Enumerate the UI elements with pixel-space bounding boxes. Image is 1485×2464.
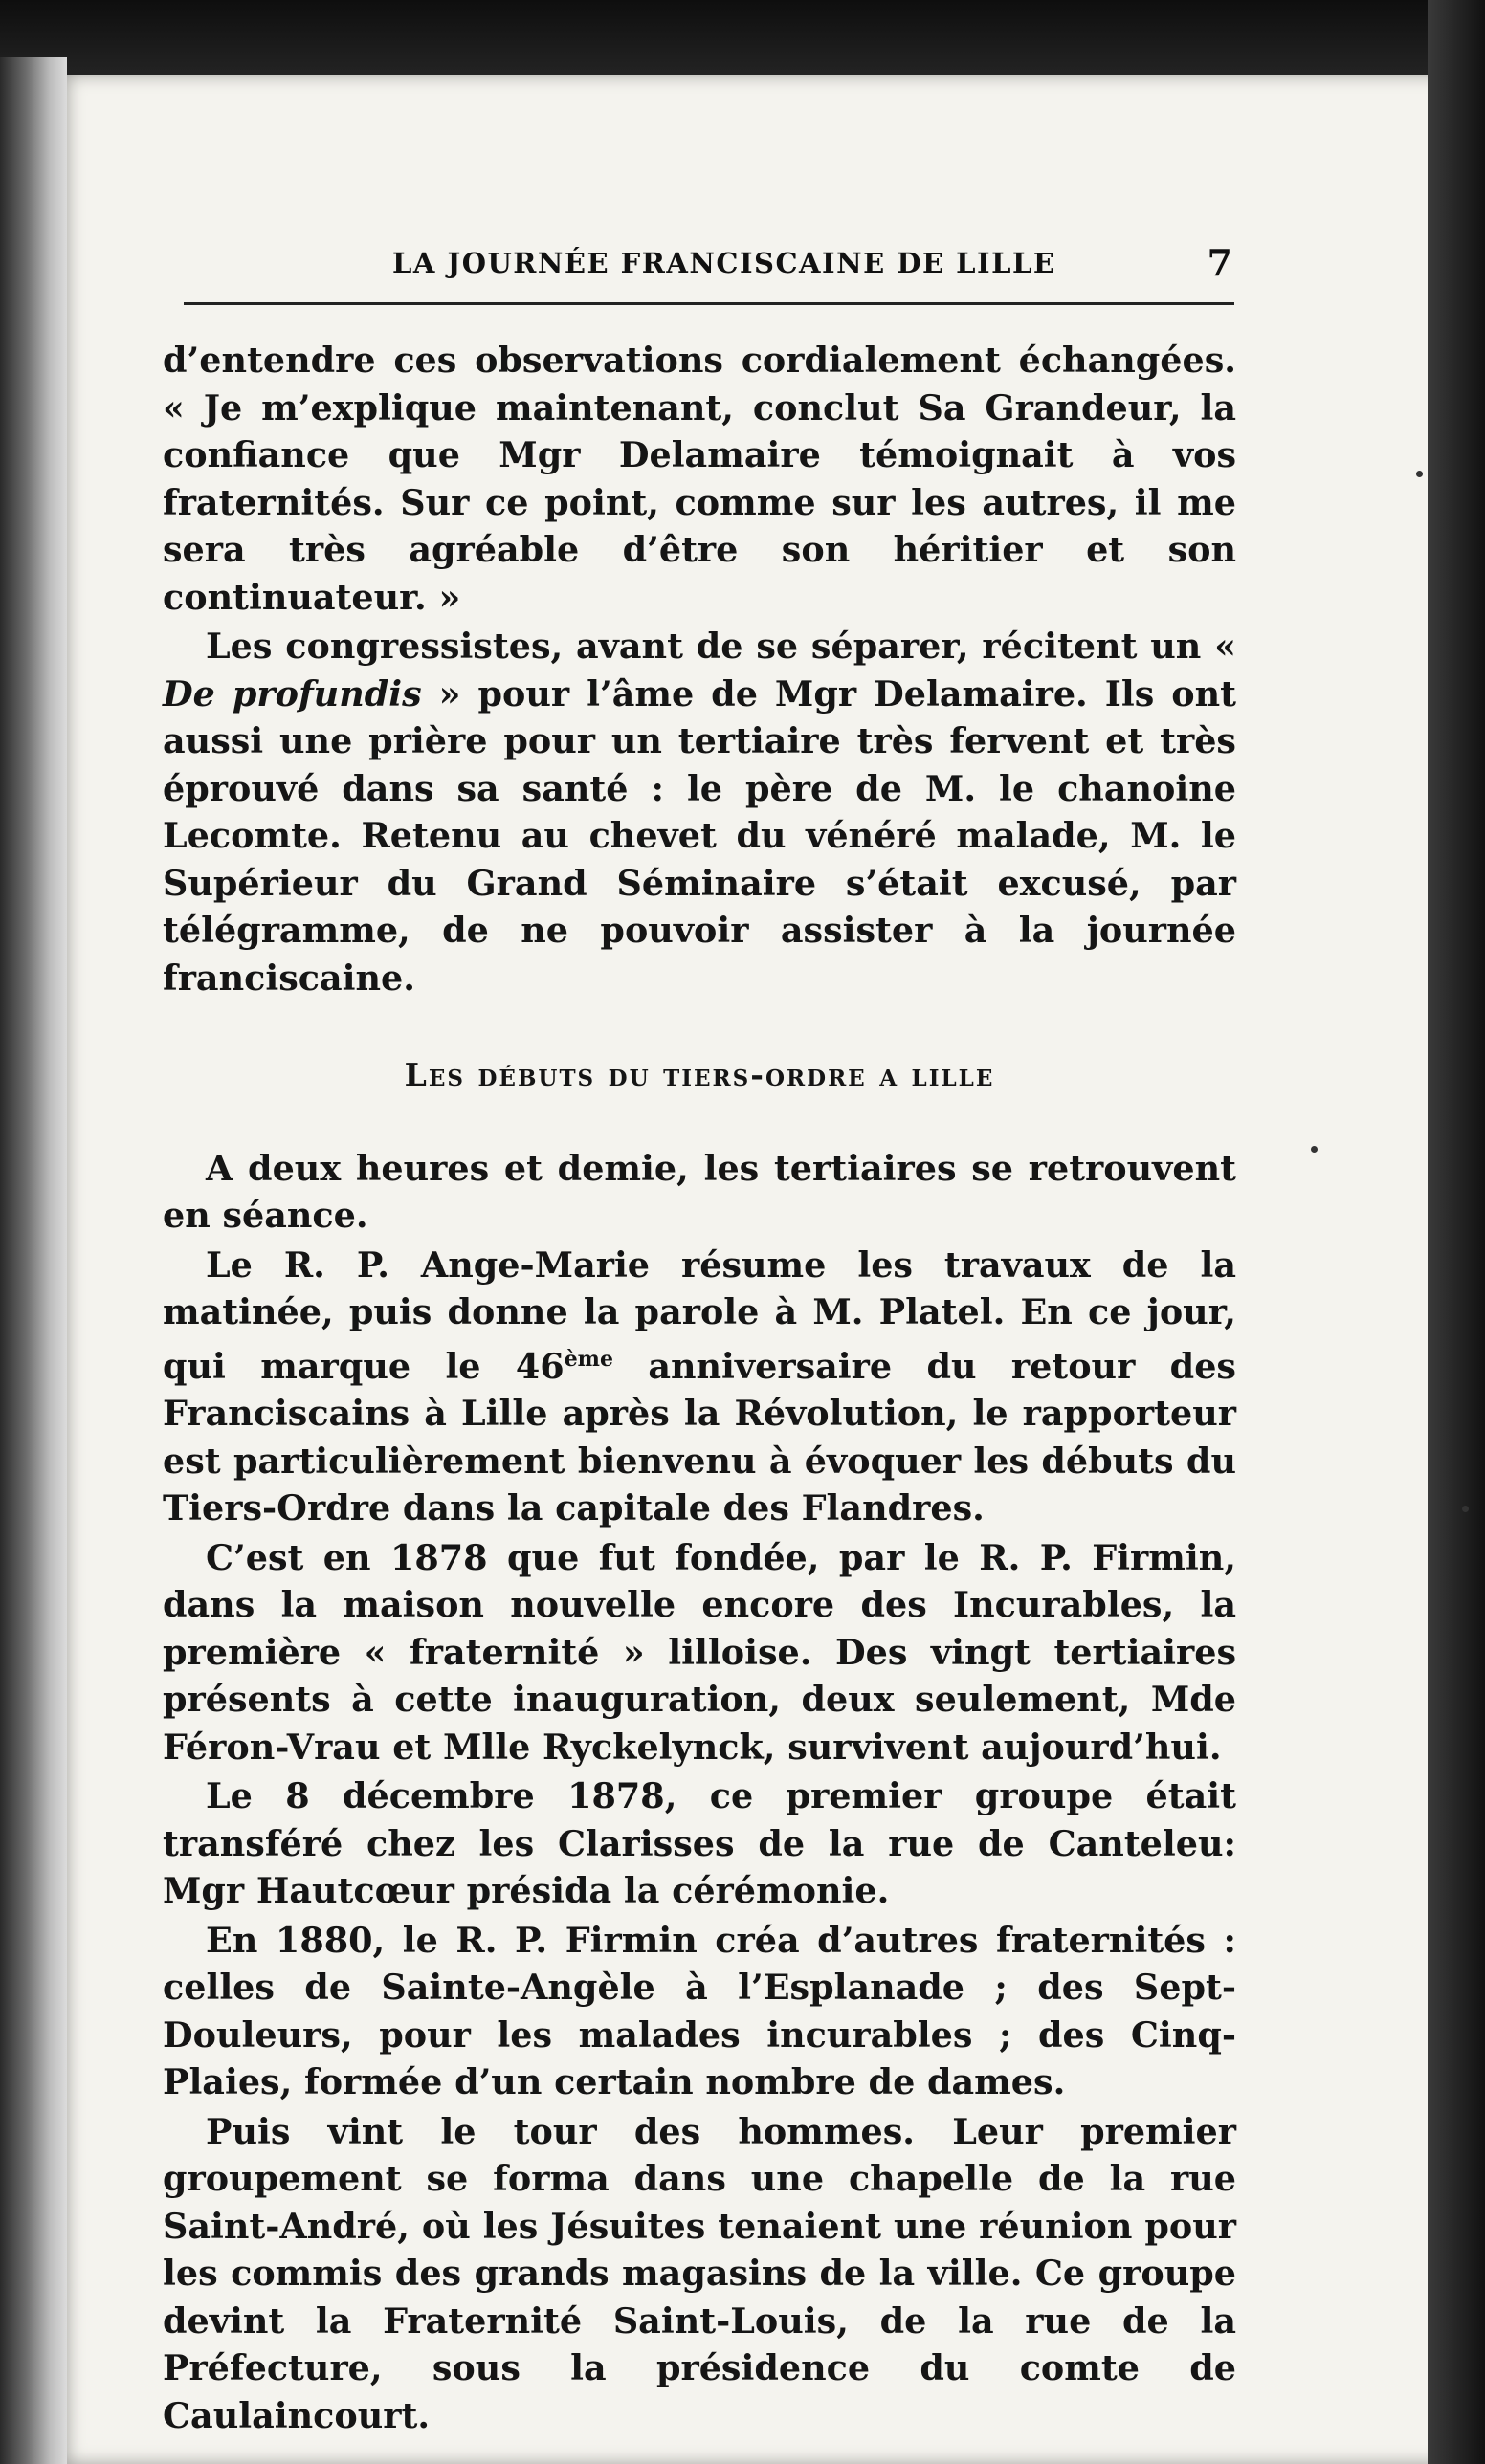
section-heading: Les débuts du tiers-ordre a lille <box>404 1056 995 1093</box>
scan-right-edge <box>1428 0 1485 2464</box>
paragraph: Les congressistes, avant de se séparer, récitent un « De profundis » pour l’âme de Mgr Delamaire. Ils ont aussi une prière pour un tertiaire très fervent et très éprouvé dans sa santé : le père de M. le chanoine Lecomte. Retenu au chevet du vénéré malade, M. le Supérieur du Grand Séminaire s’était excusé, par télégramme, de ne pouvoir assister à la journée franciscaine. <box>163 626 1236 999</box>
paragraph: En 1880, le R. P. Firmin créa d’autres fraternités : celles de Sainte-Angèle à l’Esplanade ; des Sept-Douleurs, pour les malades incurables ; des Cinq-Plaies, formée d’un certain nombre de dames. <box>163 1919 1236 2103</box>
paragraph: C’est en 1878 que fut fondée, par le R. P. Firmin, dans la maison nouvelle encore des Incurables, la première « fraternité » lilloise. Des vingt tertiaires présents à cette inauguration, deux seulement, Mde Féron-Vrau et Mlle Ryckelynck, survivent aujourd’hui. <box>163 1536 1236 1768</box>
dust-speck <box>1416 471 1423 477</box>
paragraph: Le R. P. Ange-Marie résume les travaux de la matinée, puis donne la parole à M. Platel. En ce jour, qui marque le 46ème anniversaire du retour des Franciscains à Lille après la Révolution, le rapporteur est particulièrement bienvenu à évoquer les débuts du Tiers-Ordre dans la capitale des Flandres. <box>163 1243 1236 1529</box>
italic-phrase: De profundis <box>163 672 422 715</box>
superscript: ème <box>564 1346 613 1372</box>
running-head: LA JOURNÉE FRANCISCAINE DE LILLE <box>392 247 1056 279</box>
header-rule <box>184 302 1234 305</box>
paragraph: d’entendre ces observations cordialement échangées. « Je m’explique maintenant, conclut Sa Grandeur, la confiance que Mgr Delamaire témoignait à vos fraternités. Sur ce point, comme sur les autres, il me sera très agréable d’être son héritier et son continuateur. » <box>163 340 1236 618</box>
paragraph: Le 8 décembre 1878, ce premier groupe était transféré chez les Clarisses de la rue de Canteleu: Mgr Hautcœur présida la cérémonie. <box>163 1775 1236 1912</box>
page-header <box>115 168 1232 284</box>
paragraph: A deux heures et demie, les tertiaires se retrouvent en séance. <box>163 1147 1236 1236</box>
dust-speck <box>1462 1506 1469 1512</box>
paragraph: Puis vint le tour des hommes. Leur premier groupement se forma dans une chapelle de la rue Saint-André, où les Jésuites tenaient une réunion pour les commis des grands magasins de la ville. Ce groupe devint la Fraternité Saint-Louis, de la rue de la Préfecture, sous la présidence du comte de Caulaincourt. <box>163 2110 1236 2436</box>
page-gutter-shadow <box>0 57 67 2464</box>
dust-speck <box>1311 1146 1318 1153</box>
scan-top-shadow <box>0 0 1485 86</box>
page-number: 7 <box>1207 241 1232 284</box>
body-text <box>163 337 1236 2439</box>
